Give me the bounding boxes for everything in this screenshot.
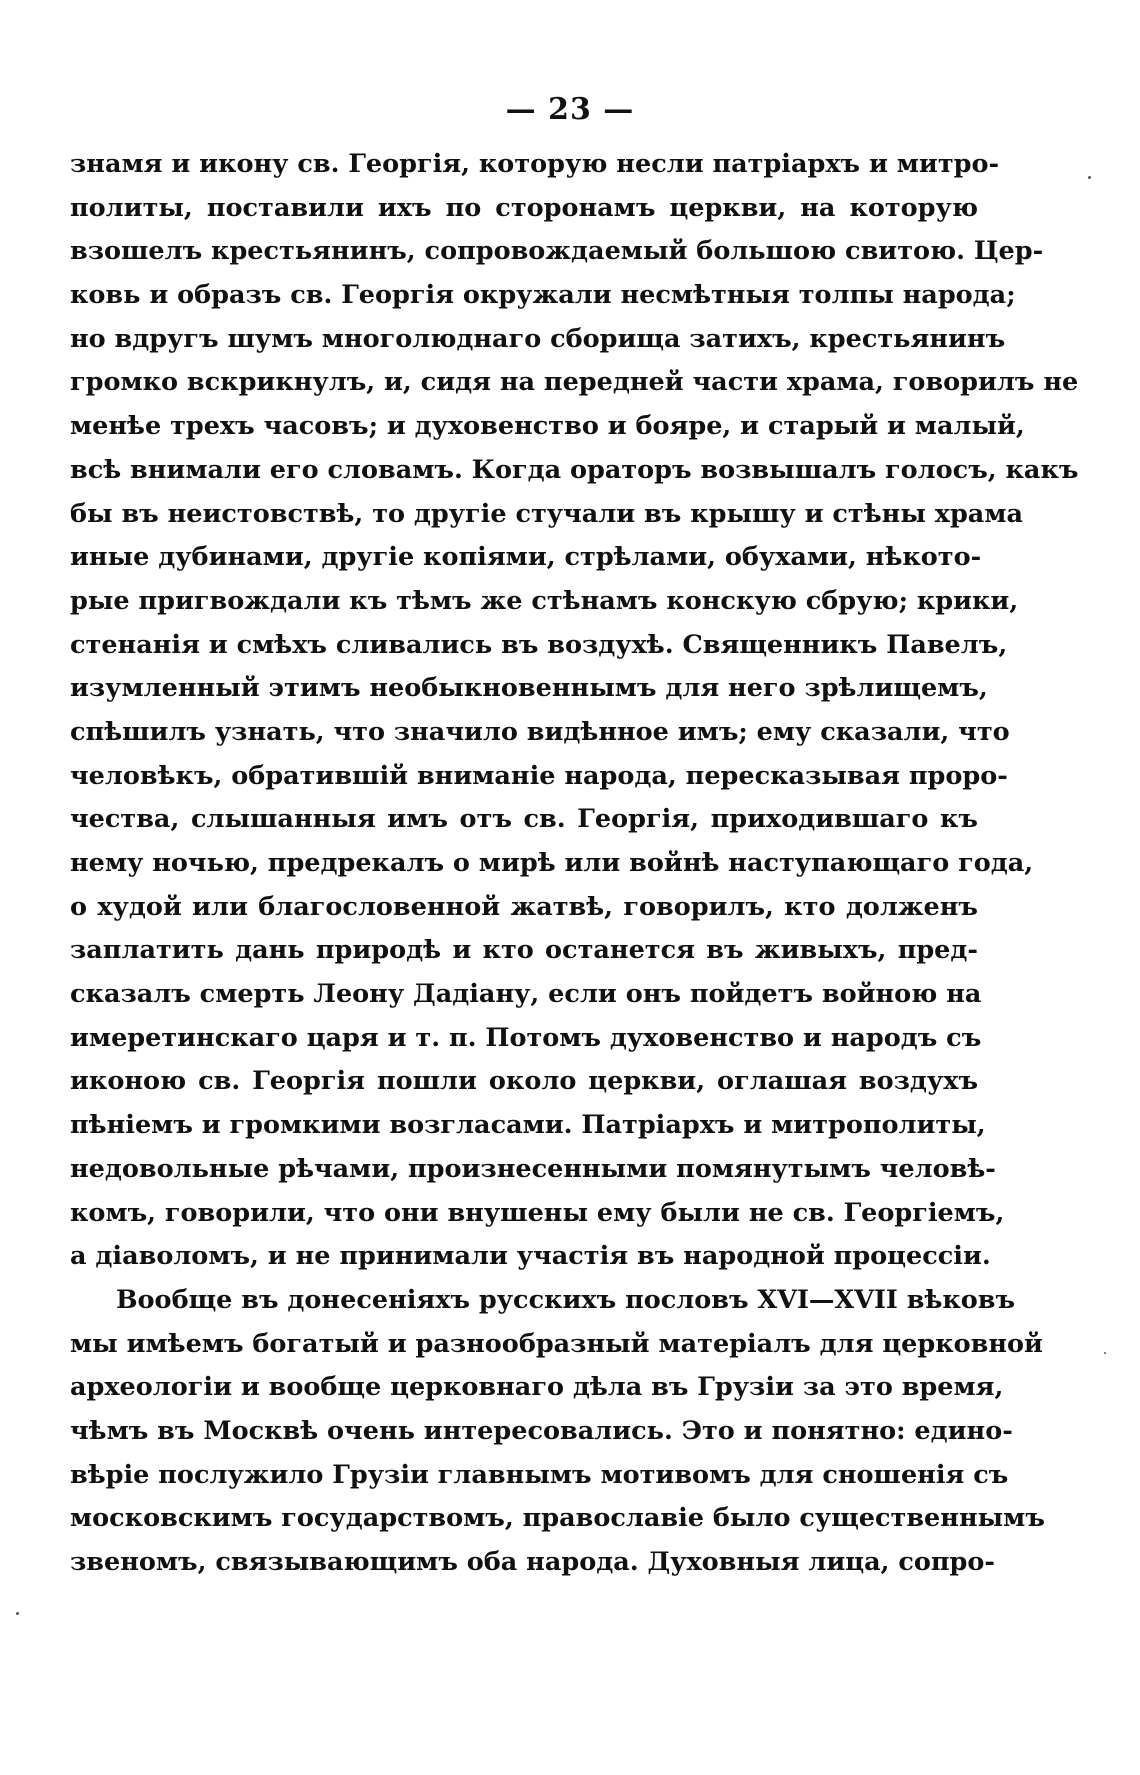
paper-speck (16, 1612, 19, 1615)
text-line: вѣріе послужило Грузіи главнымъ мотивомъ для сношенія съ (70, 1459, 1009, 1490)
page-number: — 23 — (505, 92, 635, 127)
text-line: стенанія и смѣхъ сливались въ воздухѣ. Священникъ Павелъ, (70, 629, 1008, 660)
text-line: спѣшилъ узнать, что значило видѣнное имъ; ему сказали, что (70, 716, 1010, 747)
paragraph-2 (70, 1279, 1045, 1585)
text-line: заплатить дань природѣ и кто останется въ живыхъ, пред- (70, 935, 978, 966)
text-line: нему ночью, предрекалъ о мирѣ или войнѣ наступающаго года, (70, 848, 1034, 878)
text-line: недовольные рѣчами, произнесенными помянутымъ человѣ- (70, 1153, 996, 1184)
text-line: всѣ внимали его словамъ. Когда ораторъ возвышалъ голосъ, какъ (70, 454, 1079, 485)
text-line: иные дубинами, другіе копіями, стрѣлами, обухами, нѣкото- (70, 542, 982, 573)
text-line: пѣніемъ и громкими возгласами. Патріархъ и митрополиты, (70, 1110, 986, 1141)
text-line: чѣмъ въ Москвѣ очень интересовались. Это и понятно: едино- (70, 1415, 1013, 1446)
text-line: человѣкъ, обратившій вниманіе народа, пересказывая проро- (70, 760, 1008, 791)
text-line: московскимъ государствомъ, православіе было существеннымъ (70, 1503, 1045, 1534)
page-body (70, 143, 1079, 1585)
text-line: политы, поставили ихъ по сторонамъ церкви, на которую (70, 192, 978, 223)
text-line: археологіи и вообще церковнаго дѣла въ Грузіи за это время, (70, 1372, 1004, 1403)
text-line: знамя и икону св. Георгія, которую несли патріархъ и митро- (70, 149, 1000, 179)
text-line: сказалъ смерть Леону Дадіану, если онъ пойдетъ войною на (70, 979, 982, 1010)
text-line: ковь и образъ св. Георгія окружали несмѣтныя толпы народа; (70, 280, 1016, 311)
text-line: звеномъ, связывающимъ оба народа. Духовныя лица, сопро- (70, 1547, 995, 1577)
paragraph-1 (70, 143, 1079, 1279)
text-line: иконою св. Георгія пошли около церкви, оглашая воздухъ (70, 1066, 978, 1097)
text-line: но вдругъ шумъ многолюднаго сборища затихъ, крестьянинъ (70, 323, 1006, 354)
text-line: а діаволомъ, и не принимали участія въ народной процессіи. (70, 1241, 991, 1272)
text-line: комъ, говорили, что они внушены ему были не св. Георгіемъ, (70, 1197, 1005, 1228)
text-line: Вообще въ донесеніяхъ русскихъ пословъ XVI—XVII вѣковъ (116, 1284, 1016, 1315)
text-line: громко вскрикнулъ, и, сидя на передней части храма, говорилъ не (70, 367, 1079, 398)
paper-speck (1104, 1352, 1106, 1354)
text-line: имеретинскаго царя и т. п. Потомъ духовенство и народъ съ (70, 1022, 982, 1053)
text-line: о худой или благословенной жатвѣ, говорилъ, кто долженъ (70, 891, 978, 922)
text-line: мы имѣемъ богатый и разнообразный матеріалъ для церковной (70, 1328, 1043, 1359)
text-line: чества, слышанныя имъ отъ св. Георгія, приходившаго къ (70, 804, 978, 835)
text-line: взошелъ крестьянинъ, сопровождаемый большою свитою. Цер- (70, 236, 1044, 267)
text-line: изумленный этимъ необыкновеннымъ для него зрѣлищемъ, (70, 673, 988, 704)
text-line: бы въ неистовствѣ, то другіе стучали въ крышу и стѣны храма (70, 498, 1024, 529)
text-line: менѣе трехъ часовъ; и духовенство и бояре, и старый и малый, (70, 411, 1025, 442)
paper-speck (1088, 176, 1091, 179)
text-line: рые пригвождали къ тѣмъ же стѣнамъ конскую сбрую; крики, (70, 585, 1019, 616)
